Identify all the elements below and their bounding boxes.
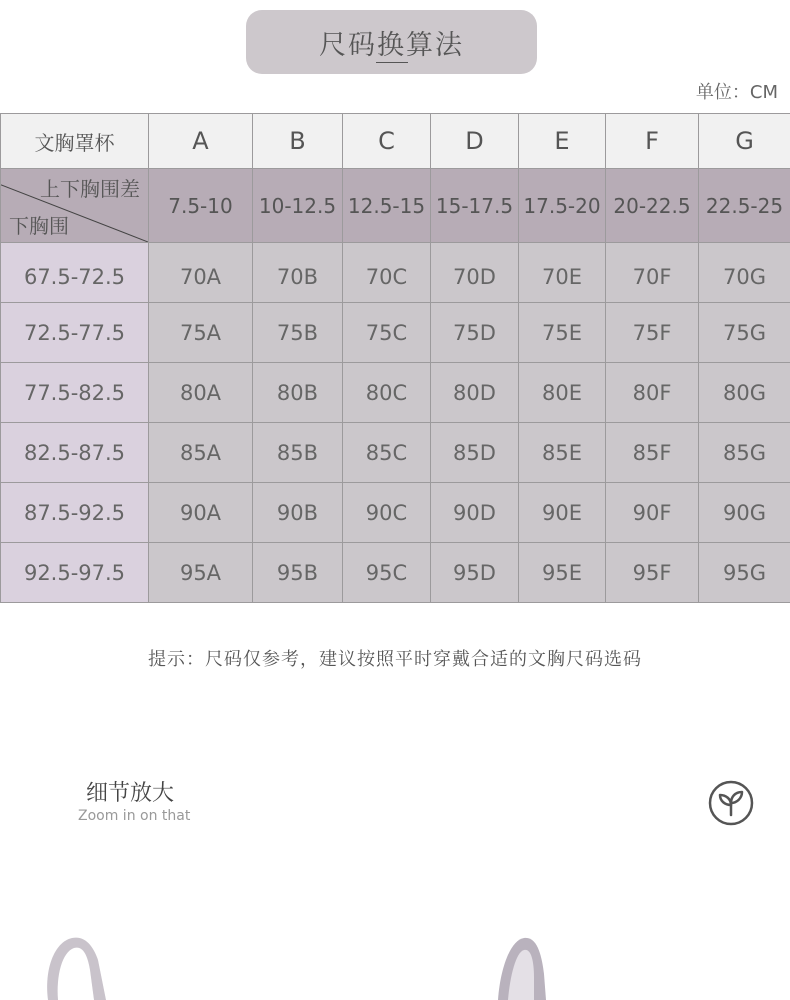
cup-header: G <box>699 114 790 169</box>
size-cell: 90G <box>699 483 790 543</box>
size-cell: 90E <box>519 483 606 543</box>
size-cell: 85B <box>253 423 343 483</box>
size-cell: 95F <box>606 543 699 603</box>
size-cell: 95E <box>519 543 606 603</box>
difference-range: 10-12.5 <box>253 169 343 243</box>
unit-label: 单位：CM <box>695 82 778 103</box>
size-cell: 70B <box>253 243 343 303</box>
difference-range: 12.5-15 <box>343 169 431 243</box>
cup-header: B <box>253 114 343 169</box>
page-title: 尺码换算法 <box>319 29 464 61</box>
cup-header: D <box>431 114 519 169</box>
band-range: 87.5-92.5 <box>1 483 149 543</box>
size-cell: 95D <box>431 543 519 603</box>
diagonal-header-cell <box>1 169 149 243</box>
size-cell: 95B <box>253 543 343 603</box>
size-cell: 85A <box>149 423 253 483</box>
size-cell: 75D <box>431 303 519 363</box>
size-cell: 70F <box>606 243 699 303</box>
band-range: 82.5-87.5 <box>1 423 149 483</box>
size-row <box>1 243 790 303</box>
size-cell: 75F <box>606 303 699 363</box>
size-table-body <box>1 243 790 603</box>
size-cell: 80C <box>343 363 431 423</box>
cup-header: E <box>519 114 606 169</box>
size-cell: 75C <box>343 303 431 363</box>
underbust-label: 下胸围 <box>9 214 69 238</box>
difference-row <box>1 169 790 243</box>
size-cell: 75E <box>519 303 606 363</box>
difference-range: 17.5-20 <box>519 169 606 243</box>
size-row <box>1 483 790 543</box>
size-cell: 80B <box>253 363 343 423</box>
size-cell: 70C <box>343 243 431 303</box>
strap-image-left <box>36 930 116 1000</box>
difference-range: 15-17.5 <box>431 169 519 243</box>
size-cell: 95C <box>343 543 431 603</box>
size-cell: 75B <box>253 303 343 363</box>
size-table <box>0 113 790 603</box>
band-range: 77.5-82.5 <box>1 363 149 423</box>
corner-label: 文胸罩杯 <box>1 114 149 169</box>
size-cell: 70G <box>699 243 790 303</box>
title-underline <box>376 62 408 63</box>
size-cell: 85C <box>343 423 431 483</box>
section-title-pill <box>246 10 537 74</box>
size-row <box>1 303 790 363</box>
size-cell: 90F <box>606 483 699 543</box>
size-row <box>1 543 790 603</box>
sprout-icon <box>707 779 755 827</box>
size-cell: 90D <box>431 483 519 543</box>
size-cell: 85D <box>431 423 519 483</box>
size-cell: 70E <box>519 243 606 303</box>
cup-header-row <box>1 114 790 169</box>
detail-title: 细节放大 <box>86 781 175 806</box>
strap-image-right <box>494 934 584 1000</box>
cup-header: A <box>149 114 253 169</box>
size-cell: 85F <box>606 423 699 483</box>
size-cell: 95A <box>149 543 253 603</box>
size-cell: 90C <box>343 483 431 543</box>
size-row <box>1 423 790 483</box>
size-cell: 80G <box>699 363 790 423</box>
size-cell: 80D <box>431 363 519 423</box>
size-cell: 75G <box>699 303 790 363</box>
size-cell: 70D <box>431 243 519 303</box>
band-range: 92.5-97.5 <box>1 543 149 603</box>
sizing-hint: 提示：尺码仅参考，建议按照平时穿戴合适的文胸尺码选码 <box>148 649 642 670</box>
size-cell: 90A <box>149 483 253 543</box>
difference-range: 20-22.5 <box>606 169 699 243</box>
detail-subtitle: Zoom in on that <box>78 808 191 824</box>
size-cell: 80A <box>149 363 253 423</box>
size-cell: 80E <box>519 363 606 423</box>
band-range: 72.5-77.5 <box>1 303 149 363</box>
difference-range: 22.5-25 <box>699 169 790 243</box>
size-row <box>1 363 790 423</box>
size-cell: 95G <box>699 543 790 603</box>
size-cell: 70A <box>149 243 253 303</box>
band-range: 67.5-72.5 <box>1 243 149 303</box>
cup-header: C <box>343 114 431 169</box>
cup-header: F <box>606 114 699 169</box>
size-cell: 80F <box>606 363 699 423</box>
difference-label: 上下胸围差 <box>40 177 140 201</box>
difference-range: 7.5-10 <box>149 169 253 243</box>
size-cell: 85E <box>519 423 606 483</box>
size-cell: 85G <box>699 423 790 483</box>
size-cell: 90B <box>253 483 343 543</box>
size-cell: 75A <box>149 303 253 363</box>
